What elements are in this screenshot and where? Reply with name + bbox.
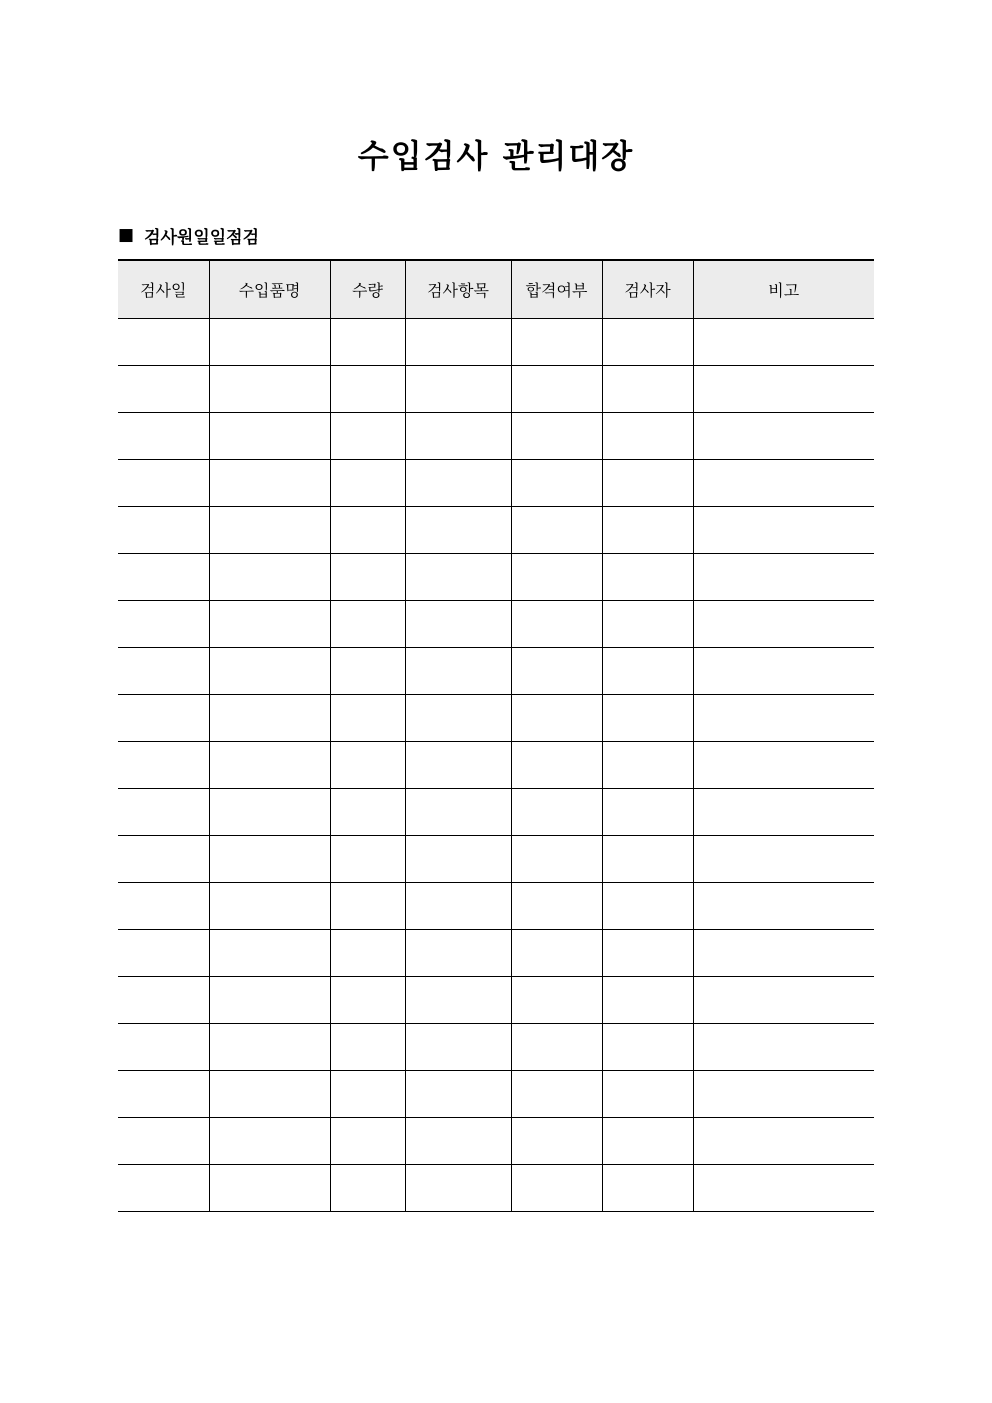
cell-remarks[interactable]	[693, 554, 874, 601]
cell-inspector[interactable]	[602, 836, 693, 883]
section-heading-label: 검사원일일점검	[144, 227, 260, 248]
cell-quantity[interactable]	[330, 1024, 405, 1071]
section-heading	[118, 222, 259, 248]
cell-inspector[interactable]	[602, 1165, 693, 1212]
cell-inspection-date[interactable]	[118, 883, 209, 930]
cell-quantity[interactable]	[330, 742, 405, 789]
cell-inspection-item[interactable]	[405, 742, 511, 789]
cell-pass-fail[interactable]	[511, 1165, 602, 1212]
cell-remarks[interactable]	[693, 319, 874, 366]
cell-remarks[interactable]	[693, 1071, 874, 1118]
table-row	[118, 1165, 874, 1212]
cell-pass-fail[interactable]	[511, 648, 602, 695]
cell-item-name[interactable]	[209, 319, 330, 366]
table-row	[118, 977, 874, 1024]
table-row	[118, 836, 874, 883]
cell-inspection-item[interactable]	[405, 836, 511, 883]
column-header-item-name: 수입품명	[209, 260, 330, 319]
column-header-pass-fail: 합격여부	[511, 260, 602, 319]
cell-quantity[interactable]	[330, 695, 405, 742]
cell-item-name[interactable]	[209, 413, 330, 460]
cell-remarks[interactable]	[693, 1165, 874, 1212]
table-row	[118, 413, 874, 460]
cell-item-name[interactable]	[209, 507, 330, 554]
cell-inspection-item[interactable]	[405, 977, 511, 1024]
cell-inspection-date[interactable]	[118, 977, 209, 1024]
table-row	[118, 883, 874, 930]
cell-inspection-date[interactable]	[118, 1165, 209, 1212]
cell-inspection-date[interactable]	[118, 1118, 209, 1165]
cell-quantity[interactable]	[330, 789, 405, 836]
cell-remarks[interactable]	[693, 1024, 874, 1071]
cell-inspector[interactable]	[602, 742, 693, 789]
cell-pass-fail[interactable]	[511, 319, 602, 366]
cell-inspection-date[interactable]	[118, 742, 209, 789]
cell-pass-fail[interactable]	[511, 836, 602, 883]
cell-quantity[interactable]	[330, 413, 405, 460]
cell-inspector[interactable]	[602, 554, 693, 601]
cell-remarks[interactable]	[693, 601, 874, 648]
cell-quantity[interactable]	[330, 977, 405, 1024]
cell-remarks[interactable]	[693, 977, 874, 1024]
page-title: 수입검사 관리대장	[357, 137, 635, 175]
cell-pass-fail[interactable]	[511, 1071, 602, 1118]
cell-inspector[interactable]	[602, 1024, 693, 1071]
cell-inspection-item[interactable]	[405, 554, 511, 601]
cell-inspection-date[interactable]	[118, 1071, 209, 1118]
cell-inspection-item[interactable]	[405, 1118, 511, 1165]
table-row	[118, 507, 874, 554]
cell-item-name[interactable]	[209, 1165, 330, 1212]
cell-inspector[interactable]	[602, 1071, 693, 1118]
cell-pass-fail[interactable]	[511, 883, 602, 930]
cell-inspection-item[interactable]	[405, 366, 511, 413]
cell-item-name[interactable]	[209, 883, 330, 930]
cell-inspector[interactable]	[602, 1118, 693, 1165]
cell-quantity[interactable]	[330, 366, 405, 413]
table-row	[118, 319, 874, 366]
cell-pass-fail[interactable]	[511, 554, 602, 601]
cell-inspection-date[interactable]	[118, 1024, 209, 1071]
cell-inspector[interactable]	[602, 789, 693, 836]
cell-inspection-date[interactable]	[118, 789, 209, 836]
cell-remarks[interactable]	[693, 1118, 874, 1165]
cell-pass-fail[interactable]	[511, 413, 602, 460]
cell-inspection-item[interactable]	[405, 930, 511, 977]
cell-quantity[interactable]	[330, 648, 405, 695]
cell-pass-fail[interactable]	[511, 1024, 602, 1071]
cell-item-name[interactable]	[209, 460, 330, 507]
cell-inspection-item[interactable]	[405, 319, 511, 366]
table-row	[118, 930, 874, 977]
cell-quantity[interactable]	[330, 1071, 405, 1118]
cell-pass-fail[interactable]	[511, 507, 602, 554]
cell-inspection-item[interactable]	[405, 789, 511, 836]
table-row	[118, 1071, 874, 1118]
cell-inspection-date[interactable]	[118, 319, 209, 366]
cell-pass-fail[interactable]	[511, 742, 602, 789]
cell-item-name[interactable]	[209, 554, 330, 601]
cell-remarks[interactable]	[693, 413, 874, 460]
cell-remarks[interactable]	[693, 883, 874, 930]
cell-inspection-item[interactable]	[405, 1165, 511, 1212]
cell-quantity[interactable]	[330, 836, 405, 883]
cell-inspector[interactable]	[602, 460, 693, 507]
cell-quantity[interactable]	[330, 601, 405, 648]
table-row	[118, 1024, 874, 1071]
table-row	[118, 366, 874, 413]
cell-item-name[interactable]	[209, 742, 330, 789]
cell-inspector[interactable]	[602, 648, 693, 695]
cell-pass-fail[interactable]	[511, 366, 602, 413]
cell-item-name[interactable]	[209, 1118, 330, 1165]
cell-inspection-date[interactable]	[118, 413, 209, 460]
cell-remarks[interactable]	[693, 460, 874, 507]
cell-quantity[interactable]	[330, 319, 405, 366]
cell-inspection-date[interactable]	[118, 695, 209, 742]
table-header-row	[118, 260, 874, 319]
table-row	[118, 554, 874, 601]
column-header-inspector: 검사자	[602, 260, 693, 319]
cell-inspection-date[interactable]	[118, 648, 209, 695]
cell-remarks[interactable]	[693, 930, 874, 977]
inspection-log-table	[118, 259, 874, 1212]
cell-quantity[interactable]	[330, 1165, 405, 1212]
cell-item-name[interactable]	[209, 601, 330, 648]
table-row	[118, 460, 874, 507]
cell-inspector[interactable]	[602, 413, 693, 460]
cell-quantity[interactable]	[330, 554, 405, 601]
cell-inspector[interactable]	[602, 930, 693, 977]
cell-inspection-date[interactable]	[118, 366, 209, 413]
cell-quantity[interactable]	[330, 507, 405, 554]
cell-remarks[interactable]	[693, 366, 874, 413]
cell-inspection-date[interactable]	[118, 460, 209, 507]
cell-remarks[interactable]	[693, 742, 874, 789]
column-header-quantity: 수량	[330, 260, 405, 319]
table-row	[118, 601, 874, 648]
cell-quantity[interactable]	[330, 1118, 405, 1165]
cell-remarks[interactable]	[693, 789, 874, 836]
cell-pass-fail[interactable]	[511, 601, 602, 648]
cell-inspector[interactable]	[602, 319, 693, 366]
cell-inspection-item[interactable]	[405, 601, 511, 648]
cell-inspection-item[interactable]	[405, 413, 511, 460]
cell-inspection-date[interactable]	[118, 507, 209, 554]
cell-inspection-item[interactable]	[405, 1024, 511, 1071]
table-body	[118, 319, 874, 1212]
table-row	[118, 648, 874, 695]
cell-quantity[interactable]	[330, 883, 405, 930]
column-header-inspection-date: 검사일	[118, 260, 209, 319]
cell-inspector[interactable]	[602, 883, 693, 930]
table-row	[118, 742, 874, 789]
cell-pass-fail[interactable]	[511, 460, 602, 507]
cell-remarks[interactable]	[693, 836, 874, 883]
cell-quantity[interactable]	[330, 930, 405, 977]
cell-inspector[interactable]	[602, 507, 693, 554]
cell-item-name[interactable]	[209, 789, 330, 836]
cell-inspector[interactable]	[602, 977, 693, 1024]
cell-quantity[interactable]	[330, 460, 405, 507]
cell-inspection-item[interactable]	[405, 1071, 511, 1118]
cell-pass-fail[interactable]	[511, 930, 602, 977]
cell-item-name[interactable]	[209, 1024, 330, 1071]
cell-inspection-item[interactable]	[405, 460, 511, 507]
cell-item-name[interactable]	[209, 836, 330, 883]
cell-inspector[interactable]	[602, 695, 693, 742]
cell-inspection-item[interactable]	[405, 695, 511, 742]
cell-item-name[interactable]	[209, 366, 330, 413]
cell-item-name[interactable]	[209, 1071, 330, 1118]
cell-inspection-item[interactable]	[405, 883, 511, 930]
cell-remarks[interactable]	[693, 507, 874, 554]
cell-inspection-date[interactable]	[118, 836, 209, 883]
cell-inspection-item[interactable]	[405, 648, 511, 695]
cell-inspection-date[interactable]	[118, 601, 209, 648]
square-bullet-icon: ■	[118, 225, 135, 245]
cell-pass-fail[interactable]	[511, 1118, 602, 1165]
cell-pass-fail[interactable]	[511, 789, 602, 836]
cell-item-name[interactable]	[209, 930, 330, 977]
table-row	[118, 695, 874, 742]
cell-pass-fail[interactable]	[511, 977, 602, 1024]
table-row	[118, 1118, 874, 1165]
cell-inspection-date[interactable]	[118, 554, 209, 601]
cell-item-name[interactable]	[209, 648, 330, 695]
cell-pass-fail[interactable]	[511, 695, 602, 742]
column-header-remarks: 비고	[693, 260, 874, 319]
cell-remarks[interactable]	[693, 648, 874, 695]
cell-inspector[interactable]	[602, 366, 693, 413]
cell-item-name[interactable]	[209, 977, 330, 1024]
cell-inspection-item[interactable]	[405, 507, 511, 554]
table-row	[118, 789, 874, 836]
column-header-inspection-item: 검사항목	[405, 260, 511, 319]
cell-remarks[interactable]	[693, 695, 874, 742]
cell-inspection-date[interactable]	[118, 930, 209, 977]
cell-item-name[interactable]	[209, 695, 330, 742]
cell-inspector[interactable]	[602, 601, 693, 648]
